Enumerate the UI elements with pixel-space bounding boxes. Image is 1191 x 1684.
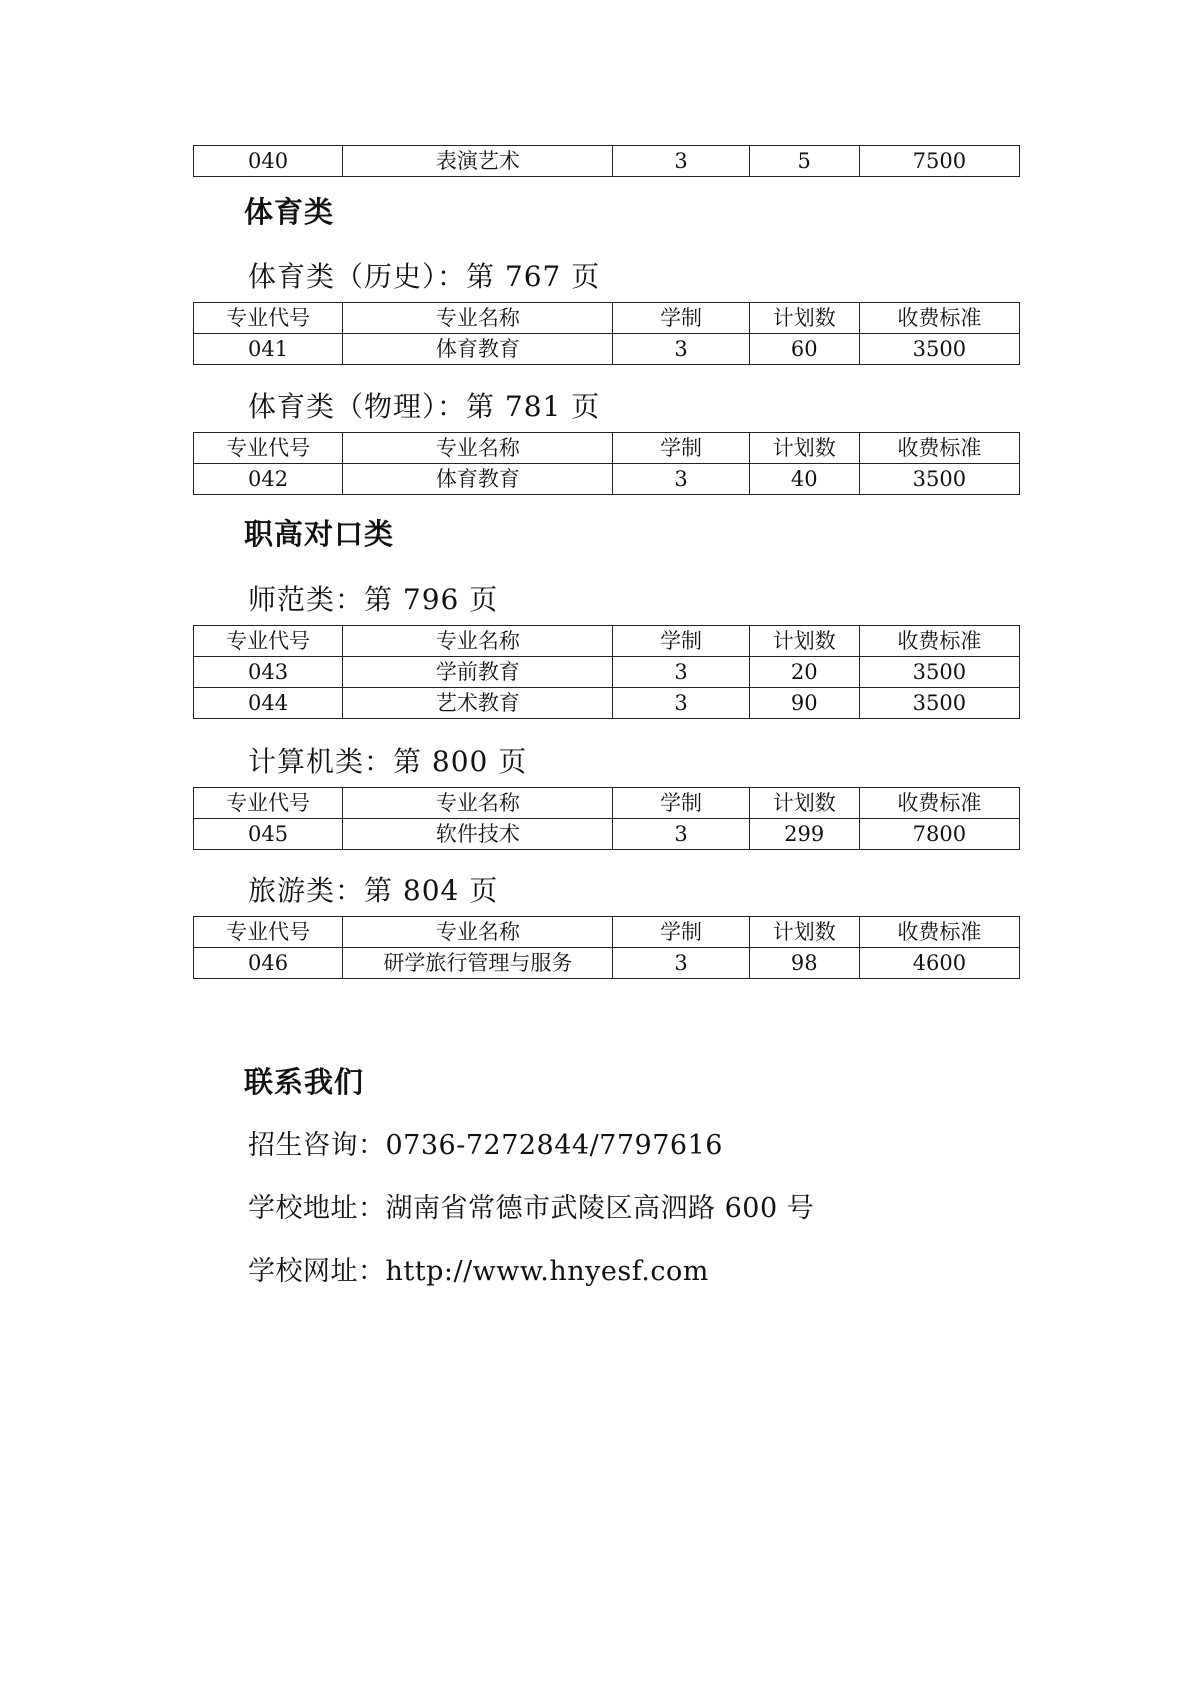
table-cell: 学前教育 [343, 657, 613, 688]
table-row [194, 334, 1020, 365]
column-header: 计划数 [749, 788, 859, 819]
column-header: 计划数 [749, 433, 859, 464]
table-row [194, 688, 1020, 719]
column-header: 专业名称 [343, 303, 613, 334]
table-cell: 表演艺术 [343, 146, 613, 177]
column-header: 计划数 [749, 917, 859, 948]
table-cell: 7500 [859, 146, 1019, 177]
column-header: 学制 [613, 303, 749, 334]
table-cell: 体育教育 [343, 464, 613, 495]
subsection-heading-sports-history: 体育类（历史）：第 767 页 [248, 260, 601, 293]
table-cell: 299 [749, 819, 859, 850]
column-header: 收费标准 [859, 433, 1019, 464]
table-cell: 046 [194, 948, 343, 979]
table-cell: 4600 [859, 948, 1019, 979]
table-cell: 3 [613, 464, 749, 495]
column-header: 收费标准 [859, 303, 1019, 334]
section-heading-vocational: 职高对口类 [244, 517, 395, 551]
table-cell: 98 [749, 948, 859, 979]
column-header: 专业代号 [194, 788, 343, 819]
table-cell: 研学旅行管理与服务 [343, 948, 613, 979]
table-cell: 艺术教育 [343, 688, 613, 719]
table-cell: 5 [749, 146, 859, 177]
table-cell: 3 [613, 948, 749, 979]
column-header: 学制 [613, 788, 749, 819]
subsection-heading-sports-physics: 体育类（物理）：第 781 页 [248, 390, 601, 423]
table-header-row [194, 917, 1020, 948]
column-header: 收费标准 [859, 626, 1019, 657]
column-header: 收费标准 [859, 788, 1019, 819]
table-header-row [194, 303, 1020, 334]
table-cell: 40 [749, 464, 859, 495]
column-header: 学制 [613, 626, 749, 657]
table-cell: 3500 [859, 688, 1019, 719]
table-cell: 3 [613, 657, 749, 688]
column-header: 收费标准 [859, 917, 1019, 948]
school-address: 学校地址：湖南省常德市武陵区高泗路 600 号 [248, 1193, 815, 1224]
table-cell: 3 [613, 819, 749, 850]
sports-history-table [193, 302, 1020, 365]
subsection-heading-normal: 师范类：第 796 页 [248, 583, 499, 616]
table-row [194, 819, 1020, 850]
table-cell: 3 [613, 334, 749, 365]
column-header: 专业名称 [343, 433, 613, 464]
table-cell: 042 [194, 464, 343, 495]
sports-physics-table [193, 432, 1020, 495]
tourism-table [193, 916, 1020, 979]
column-header: 专业名称 [343, 626, 613, 657]
table-cell: 3 [613, 146, 749, 177]
performing-arts-table [193, 145, 1020, 177]
table-cell: 90 [749, 688, 859, 719]
table-cell: 3 [613, 688, 749, 719]
column-header: 学制 [613, 917, 749, 948]
table-cell: 3500 [859, 464, 1019, 495]
table-cell: 041 [194, 334, 343, 365]
section-heading-sports: 体育类 [244, 195, 335, 229]
table-header-row [194, 788, 1020, 819]
column-header: 专业名称 [343, 917, 613, 948]
table-cell: 045 [194, 819, 343, 850]
table-cell: 60 [749, 334, 859, 365]
subsection-heading-tourism: 旅游类：第 804 页 [248, 874, 499, 907]
subsection-heading-computer: 计算机类：第 800 页 [248, 745, 528, 778]
table-row [194, 948, 1020, 979]
table-header-row [194, 626, 1020, 657]
column-header: 学制 [613, 433, 749, 464]
normal-table [193, 625, 1020, 719]
table-cell: 043 [194, 657, 343, 688]
table-cell: 软件技术 [343, 819, 613, 850]
table-row [194, 146, 1020, 177]
table-cell: 3500 [859, 657, 1019, 688]
column-header: 专业代号 [194, 917, 343, 948]
table-cell: 20 [749, 657, 859, 688]
table-cell: 体育教育 [343, 334, 613, 365]
table-row [194, 464, 1020, 495]
table-row [194, 657, 1020, 688]
column-header: 计划数 [749, 303, 859, 334]
table-cell: 3500 [859, 334, 1019, 365]
column-header: 专业代号 [194, 303, 343, 334]
section-heading-contact: 联系我们 [244, 1065, 365, 1099]
table-cell: 7800 [859, 819, 1019, 850]
column-header: 专业代号 [194, 433, 343, 464]
admissions-phone: 招生咨询：0736-7272844/7797616 [248, 1130, 723, 1161]
school-website[interactable]: 学校网址：http://www.hnyesf.com [248, 1256, 709, 1287]
table-cell: 040 [194, 146, 343, 177]
column-header: 专业名称 [343, 788, 613, 819]
column-header: 计划数 [749, 626, 859, 657]
computer-table [193, 787, 1020, 850]
table-header-row [194, 433, 1020, 464]
column-header: 专业代号 [194, 626, 343, 657]
table-cell: 044 [194, 688, 343, 719]
